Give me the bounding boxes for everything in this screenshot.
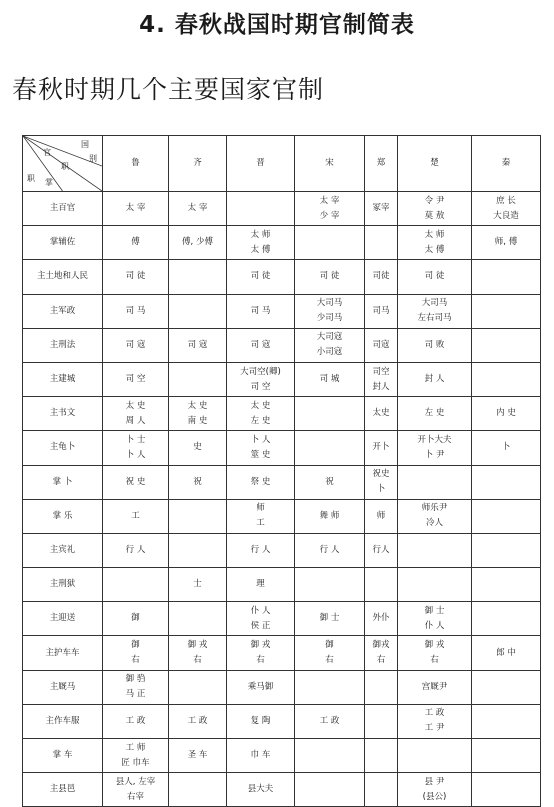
official-cell (398, 739, 472, 773)
official-title: 太 史 (187, 400, 208, 411)
official-title: 工 (256, 518, 265, 529)
official-cell (227, 670, 295, 704)
official-cell (103, 362, 169, 396)
table-row (23, 602, 541, 636)
duty-cell: 主土地和人民 (23, 260, 103, 294)
official-cell (103, 431, 169, 465)
official-title: 御 戎 (250, 640, 271, 651)
official-title: 卜 人 (250, 434, 271, 445)
official-title: 御 士 (424, 605, 445, 616)
state-header-lu: 鲁 (103, 136, 169, 192)
official-cell (295, 602, 365, 636)
official-cell (365, 602, 398, 636)
official-title: 县人, 左宰 (115, 776, 156, 787)
official-title: 卜 (501, 442, 511, 453)
official-cell (169, 362, 227, 396)
duty-cell: 主百官 (23, 192, 103, 226)
official-title: 工 师 (125, 742, 146, 753)
corner-label-zhi: 职 (61, 162, 69, 171)
official-cell (472, 602, 541, 636)
official-title: 南 史 (187, 415, 208, 426)
official-title: 祝 史 (125, 476, 146, 487)
official-cell (227, 465, 295, 499)
official-cell (103, 739, 169, 773)
table-row (23, 431, 541, 465)
duty-cell: 主建城 (23, 362, 103, 396)
duty-cell: 主县邑 (23, 773, 103, 807)
official-title: 司空 (372, 366, 390, 377)
official-cell (295, 739, 365, 773)
official-cell (103, 773, 169, 807)
official-title: 外仆 (372, 613, 390, 624)
official-title: 师乐尹 (421, 503, 448, 514)
official-cell (227, 294, 295, 328)
official-title: 太 史 (125, 400, 146, 411)
official-title: 行人 (372, 544, 390, 555)
official-title: 复 陶 (250, 715, 271, 726)
official-title: 行 人 (250, 544, 271, 555)
table-row (23, 226, 541, 260)
state-header-qi: 齐 (169, 136, 227, 192)
official-cell (295, 328, 365, 362)
official-title: 太 宰 (125, 203, 146, 214)
official-title: 司马 (372, 305, 390, 316)
official-cell (398, 636, 472, 670)
official-title: 右 (430, 655, 439, 666)
official-title: 开卜 (372, 442, 390, 453)
official-title: 司 寇 (187, 339, 208, 350)
official-title: 祝史 (372, 469, 390, 480)
official-cell (365, 568, 398, 602)
official-title: 司 城 (319, 374, 340, 385)
official-title: 司 马 (250, 305, 271, 316)
official-title: 司 徒 (319, 271, 340, 282)
official-title: 仆 人 (250, 605, 271, 616)
official-title: 御 戎 (424, 640, 445, 651)
official-cell (227, 533, 295, 567)
official-cell (295, 499, 365, 533)
official-title: 行 人 (125, 544, 146, 555)
official-cell (227, 602, 295, 636)
official-title: 太 宰 (187, 203, 208, 214)
official-cell (295, 362, 365, 396)
official-cell (169, 739, 227, 773)
table-row (23, 294, 541, 328)
official-cell (398, 499, 472, 533)
official-cell (365, 739, 398, 773)
official-title: 右 (256, 655, 265, 666)
official-cell (103, 704, 169, 738)
duty-cell: 主刑法 (23, 328, 103, 362)
official-cell (227, 328, 295, 362)
official-title: 左右司马 (417, 313, 452, 324)
official-title: 县 尹 (424, 776, 445, 787)
official-title: 卜 士 (125, 434, 146, 445)
official-title: 工 政 (125, 715, 146, 726)
table-row (23, 328, 541, 362)
official-cell (227, 704, 295, 738)
official-cell (227, 636, 295, 670)
table-row (23, 362, 541, 396)
official-cell (472, 294, 541, 328)
official-title: 侯 正 (250, 620, 271, 631)
official-cell (295, 260, 365, 294)
official-cell (365, 465, 398, 499)
official-cell (169, 568, 227, 602)
official-title: 莫 敖 (424, 210, 445, 221)
official-title: 祝 (193, 476, 202, 487)
duty-cell: 主龟卜 (23, 431, 103, 465)
official-title: 圣 车 (187, 750, 208, 761)
official-title: 司 寇 (250, 339, 271, 350)
official-cell (365, 533, 398, 567)
official-cell (169, 260, 227, 294)
official-title: 冢宰 (372, 203, 390, 214)
official-title: 右 (193, 655, 202, 666)
official-title: 司徒 (372, 271, 390, 282)
official-cell (103, 568, 169, 602)
duty-cell: 主刑狱 (23, 568, 103, 602)
official-cell (169, 670, 227, 704)
duty-cell: 主军政 (23, 294, 103, 328)
official-cell (472, 465, 541, 499)
official-cell (103, 636, 169, 670)
corner-label-guo: 国 (81, 140, 89, 149)
official-cell (295, 533, 365, 567)
official-cell (103, 226, 169, 260)
state-header-qin: 秦 (472, 136, 541, 192)
corner-label-zhang: 掌 (45, 178, 53, 187)
official-cell (295, 192, 365, 226)
official-title: 卜 (376, 484, 386, 495)
official-cell (472, 670, 541, 704)
official-cell (227, 499, 295, 533)
official-cell (398, 704, 472, 738)
official-title: 师 (376, 510, 386, 521)
official-title: 司 寇 (125, 339, 146, 350)
official-title: 行 人 (319, 544, 340, 555)
official-title: 左 史 (424, 408, 445, 419)
official-title: 封 人 (424, 374, 445, 385)
official-title: 太 史 (250, 400, 271, 411)
official-cell (365, 773, 398, 807)
official-title: 御戎 (372, 640, 390, 651)
official-cell (472, 533, 541, 567)
duty-cell: 主迎送 (23, 602, 103, 636)
official-cell (103, 465, 169, 499)
official-cell (398, 260, 472, 294)
official-title: 傅, 少傅 (182, 237, 213, 248)
official-cell (295, 670, 365, 704)
official-cell (103, 499, 169, 533)
official-cell (472, 362, 541, 396)
official-title: 司 马 (125, 305, 146, 316)
state-header-chu: 楚 (398, 136, 472, 192)
official-cell (103, 670, 169, 704)
official-cell (365, 636, 398, 670)
corner-label-guan: 官 (43, 148, 51, 157)
official-title: 县大夫 (247, 784, 274, 795)
official-title: 大司寇 (316, 332, 343, 343)
official-cell (103, 192, 169, 226)
official-cell (227, 192, 295, 226)
official-cell (295, 226, 365, 260)
duty-cell: 掌 卜 (23, 465, 103, 499)
official-title: 乘马御 (247, 681, 274, 692)
official-cell (169, 704, 227, 738)
duty-cell: 主书文 (23, 397, 103, 431)
official-cell (295, 704, 365, 738)
official-cell (227, 739, 295, 773)
official-title: 少司马 (316, 313, 343, 324)
official-title: 祭 史 (250, 476, 271, 487)
official-cell (365, 260, 398, 294)
official-cell (103, 328, 169, 362)
official-title: 工 政 (187, 715, 208, 726)
official-title: 内 史 (496, 408, 516, 419)
official-title: 卜 尹 (424, 449, 445, 460)
table-row (23, 739, 541, 773)
duty-cell: 掌 车 (23, 739, 103, 773)
official-cell (169, 773, 227, 807)
official-cell (472, 260, 541, 294)
duty-cell: 主厩马 (23, 670, 103, 704)
official-cell (472, 568, 541, 602)
official-cell (169, 328, 227, 362)
official-title: 封人 (372, 381, 390, 392)
table-row (23, 499, 541, 533)
official-cell (365, 328, 398, 362)
official-title: 御 (325, 640, 334, 651)
official-title: 司寇 (372, 339, 390, 350)
official-cell (365, 362, 398, 396)
official-title: 周 人 (125, 415, 146, 426)
official-cell (398, 431, 472, 465)
official-cell (365, 226, 398, 260)
official-cell (227, 397, 295, 431)
table-row (23, 260, 541, 294)
official-title: 祝 (325, 476, 334, 487)
official-cell (103, 397, 169, 431)
header-row (23, 136, 541, 192)
official-title: 太史 (372, 408, 390, 419)
official-cell (295, 465, 365, 499)
official-title: 司 徒 (424, 271, 445, 282)
official-cell (365, 397, 398, 431)
official-cell (472, 499, 541, 533)
official-title: 宫厩尹 (421, 681, 448, 692)
official-cell (169, 602, 227, 636)
official-title: 工 政 (319, 715, 340, 726)
official-title: 司 空 (125, 374, 146, 385)
official-title: 御 (131, 640, 140, 651)
official-title: 小司寇 (316, 347, 343, 358)
official-title: 御 戎 (187, 640, 208, 651)
duty-cell: 掌辅佐 (23, 226, 103, 260)
official-cell (169, 397, 227, 431)
official-title: 大司空(卿) (240, 366, 281, 377)
official-title: 冷人 (425, 518, 443, 529)
official-title: 师 (256, 503, 265, 514)
official-cell (472, 397, 541, 431)
official-title: 太 宰 (319, 195, 340, 206)
state-header-jin: 晋 (227, 136, 295, 192)
official-cell (227, 773, 295, 807)
official-cell (365, 192, 398, 226)
official-cell (398, 294, 472, 328)
official-title: 卜 人 (125, 449, 146, 460)
official-title: 筮 史 (250, 449, 271, 460)
official-cell (398, 602, 472, 636)
official-cell (295, 431, 365, 465)
official-title: 仆 人 (424, 620, 445, 631)
table-row (23, 670, 541, 704)
official-cell (169, 192, 227, 226)
official-cell (169, 226, 227, 260)
official-title: 匠 巾车 (121, 757, 150, 768)
official-title: 士 (193, 579, 202, 590)
official-title: 太 傅 (250, 244, 271, 255)
official-cell (398, 773, 472, 807)
table-row (23, 533, 541, 567)
table-row (23, 397, 541, 431)
official-cell (472, 431, 541, 465)
official-title: 太 师 (250, 229, 271, 240)
official-title: 工 政 (424, 708, 445, 719)
official-title: 工 (131, 510, 140, 521)
official-cell (295, 568, 365, 602)
state-header-song: 宋 (295, 136, 365, 192)
officials-table (22, 135, 541, 807)
official-title: 右 (325, 655, 334, 666)
duty-cell: 主作车服 (23, 704, 103, 738)
official-title: 右宰 (126, 791, 144, 802)
official-cell (365, 431, 398, 465)
official-title: 大司马 (421, 298, 448, 309)
official-cell (295, 636, 365, 670)
official-cell (398, 397, 472, 431)
official-cell (365, 670, 398, 704)
official-cell (365, 294, 398, 328)
official-cell (398, 670, 472, 704)
state-header-zheng: 郑 (365, 136, 398, 192)
official-title: 令 尹 (424, 195, 445, 206)
official-title: 左 史 (250, 415, 271, 426)
official-cell (103, 260, 169, 294)
official-title: 少 宰 (319, 210, 340, 221)
official-cell (472, 192, 541, 226)
official-title: (县公) (422, 791, 447, 802)
official-cell (169, 294, 227, 328)
official-title: 御 驺 (125, 674, 146, 685)
official-cell (227, 226, 295, 260)
official-cell (169, 499, 227, 533)
official-title: 大司马 (316, 298, 343, 309)
table-row (23, 704, 541, 738)
official-title: 太 傅 (424, 244, 445, 255)
official-cell (295, 397, 365, 431)
official-title: 舞 师 (319, 510, 340, 521)
official-cell (227, 260, 295, 294)
corner-label-zhizhang: 职 (27, 174, 35, 183)
official-title: 大良造 (493, 210, 519, 221)
official-cell (295, 294, 365, 328)
corner-header-cell (23, 136, 103, 192)
official-cell (398, 568, 472, 602)
official-title: 工 尹 (424, 723, 445, 734)
duty-cell: 掌 乐 (23, 499, 103, 533)
official-cell (472, 739, 541, 773)
official-title: 右 (131, 655, 140, 666)
official-title: 太 师 (424, 229, 445, 240)
official-cell (169, 636, 227, 670)
official-title: 司 徒 (250, 271, 271, 282)
official-cell (295, 773, 365, 807)
official-title: 司 徒 (125, 271, 146, 282)
table-row (23, 192, 541, 226)
official-title: 开卜大夫 (417, 434, 452, 445)
official-title: 御 士 (319, 613, 340, 624)
table-row (23, 465, 541, 499)
official-title: 郎 中 (496, 647, 516, 658)
official-cell (169, 465, 227, 499)
official-title: 御 (131, 613, 140, 624)
official-cell (398, 533, 472, 567)
official-cell (227, 568, 295, 602)
official-title: 师, 傅 (494, 237, 518, 248)
official-cell (472, 636, 541, 670)
official-title: 傅 (131, 237, 140, 248)
official-cell (472, 704, 541, 738)
official-cell (169, 533, 227, 567)
official-cell (472, 328, 541, 362)
official-title: 理 (256, 579, 265, 590)
table-row (23, 773, 541, 807)
official-cell (365, 704, 398, 738)
official-cell (472, 226, 541, 260)
duty-cell: 主护车车 (23, 636, 103, 670)
table-body (23, 192, 541, 807)
official-title: 巾 车 (250, 750, 271, 761)
official-cell (103, 602, 169, 636)
official-cell (398, 465, 472, 499)
official-title: 司 空 (250, 381, 271, 392)
official-cell (365, 499, 398, 533)
table-row (23, 568, 541, 602)
official-cell (227, 362, 295, 396)
official-cell (227, 431, 295, 465)
official-title: 史 (193, 442, 202, 453)
official-cell (103, 533, 169, 567)
official-title: 司 败 (424, 339, 445, 350)
official-title: 庶 长 (496, 195, 516, 206)
table-row (23, 636, 541, 670)
official-cell (398, 362, 472, 396)
official-cell (472, 773, 541, 807)
official-cell (103, 294, 169, 328)
page-title: 4. 春秋战国时期官制简表 (139, 12, 415, 38)
official-cell (169, 431, 227, 465)
official-cell (398, 192, 472, 226)
corner-label-bie: 别 (89, 154, 97, 163)
duty-cell: 主宾礼 (23, 533, 103, 567)
section-title: 春秋时期几个主要国家官制 (12, 75, 325, 104)
official-title: 马 正 (125, 689, 146, 700)
official-cell (398, 328, 472, 362)
official-cell (398, 226, 472, 260)
official-title: 右 (376, 655, 386, 666)
